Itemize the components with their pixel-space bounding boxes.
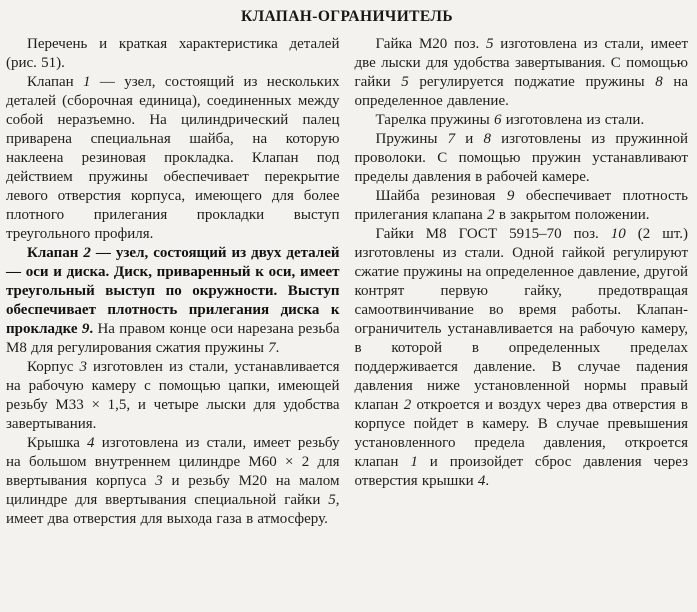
text-segment: регулируется поджатие пружины [408,74,656,90]
part-number: 2 [403,397,412,413]
text-segment: , имеет два отверстия для выхода газа в атмосферу. [6,492,340,527]
text-segment: изготовлена из стали, имеет резьбу на большом внутреннем цилиндре М60 × 2 для ввертывания корпуса [6,435,340,489]
part-number: 7 [268,340,276,356]
paragraph [355,35,689,111]
page-title: КЛАПАН-ОГРАНИЧИТЕЛЬ [240,8,454,25]
part-number: 5 [328,492,336,508]
text-segment: Гайки М8 ГОСТ 5915–70 поз. [375,226,611,242]
part-number: 1 [83,74,91,90]
part-number: 1 [410,454,418,470]
text-segment: на определенное давление. [354,74,689,109]
text-segment: Шайба резиновая [375,188,507,204]
text-segment: откроется и воздух через два отверстия в корпусе пойдет в камеру. В случае превышения установленного предела давления, откроется клапан [354,397,688,470]
paragraph [355,225,689,491]
left-column [6,35,340,529]
text-segment: На правом конце оси нарезана резьба М8 для регулирования сжатия пружины [6,321,340,356]
part-number: 2 [487,207,495,223]
part-number: 9 [506,188,515,204]
text-segment: Корпус [27,359,80,375]
text-segment: . [275,340,280,356]
text-segment: и произойдет сброс давления через отверстия крышки [354,454,688,489]
text-segment: изготовлена из стали. [501,112,645,128]
part-number: 6 [493,112,502,128]
text-columns [6,35,688,529]
text-segment: Тарелка пружины [375,112,494,128]
text-segment: и [455,131,484,147]
part-number: 9 [81,321,90,337]
part-number: 8 [483,131,491,147]
paragraph [6,35,340,73]
part-number: 10 [610,226,626,242]
paragraph [6,434,340,529]
text-segment: Крышка [27,435,88,451]
text-segment: обеспечивает плотность прилегания клапана [354,188,688,223]
part-number: 5 [401,74,409,90]
text-segment: Перечень и краткая характеристика деталей (рис. 51). [6,36,340,71]
part-number: 4 [477,473,486,489]
text-segment: . [89,321,94,337]
text-segment: Клапан [27,245,84,261]
paragraph [6,358,340,434]
part-number: 2 [83,245,91,261]
paragraph [6,73,340,244]
part-number: 3 [155,473,163,489]
text-segment: Гайка М20 поз. [375,36,487,52]
text-segment: . [485,473,490,489]
right-column [355,35,689,529]
text-segment: — узел, состоящий из двух деталей — оси и диска. Диск, приваренный к оси, имеет треугольный выступ по окружности. Выступ обеспечивает плотность прилегания диска к прокладке [6,245,340,337]
part-number: 8 [655,74,663,90]
paragraph [355,187,689,225]
text-segment: изготовлены из пружинной проволоки. С помощью пружин устанавливают пределы давления в рабочей камере. [354,131,688,185]
text-segment: Пружины [375,131,448,147]
paragraph [355,130,689,187]
text-segment: и резьбу М20 на малом цилиндре для ввертывания специальной гайки [6,473,340,508]
part-number: 7 [447,131,456,147]
text-segment: (2 шт.) изготовлены из стали. Одной гайкой регулируют сжатие пружины на определенное давление, другой контрят первую гайку, предотвращая самоотвинчивание во время работы. Клапан-ограничитель устанавливается на рабочую камеру, в которой в определенных пределах поддерживается давление. В случае падения давления ниже установленной нормы правый клапан [354,226,689,413]
text-segment: в закрытом положении. [494,207,650,223]
text-segment: Клапан [27,74,84,90]
paragraph [355,111,689,130]
paragraph [6,244,340,358]
text-segment: изготовлена из стали, имеет две лыски для удобства завертывания. С помощью гайки [354,36,688,90]
part-number: 5 [486,36,494,52]
text-segment: изготовлен из стали, устанавливается на рабочую камеру с помощью цапки, имеющей резьбу М33 × 1,5, и четыре лыски для удобства завертывания. [6,359,340,432]
part-number: 4 [87,435,95,451]
text-segment: — узел, состоящий из нескольких деталей (сборочная единица), соединенных между собой неразъемно. На цилиндрический палец приварена специальная шайба, на которую наклеена резиновая прокладка. Клапан под действием пружины обеспечивает перекрытие левого отверстия корпуса, имеющего для более плотного прилегания прокладки выступ треугольного профиля. [6,74,340,242]
part-number: 3 [79,359,87,375]
